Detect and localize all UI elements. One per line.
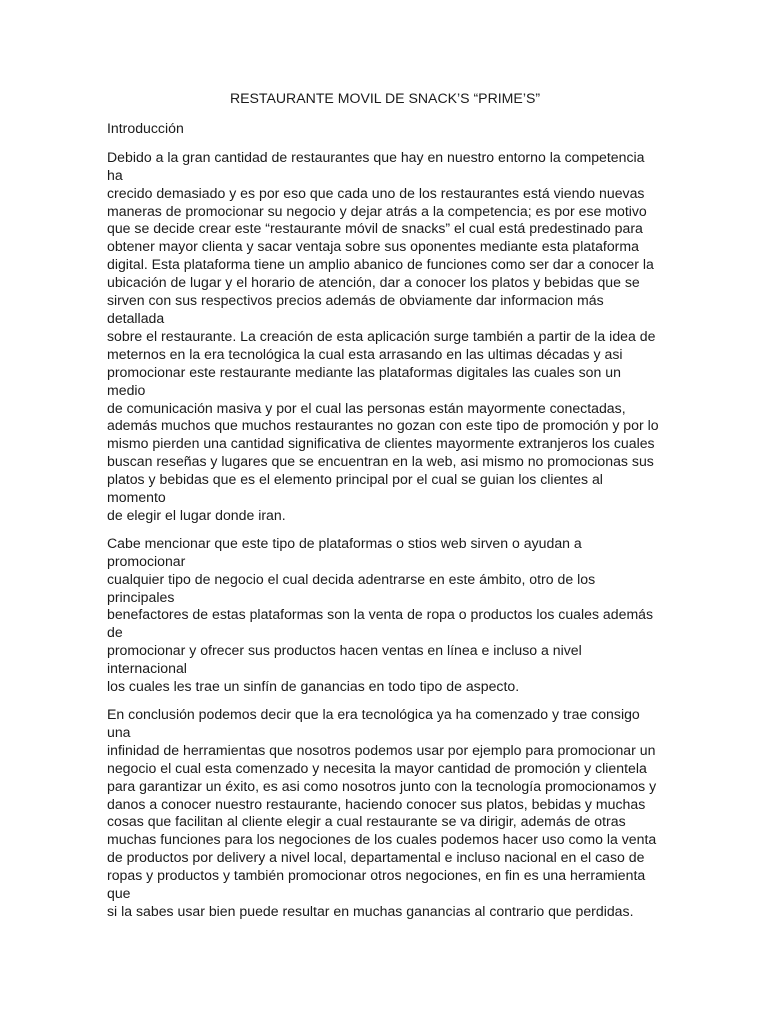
document-page <box>107 90 663 931</box>
paragraph-platforms: Cabe mencionar que este tipo de plataformas o stios web sirven o ayudan a promocionar cualquier tipo de negocio el cual decida adentrarse en este ámbito, otro de los principales benefactores de estas plataformas son la venta de ropa o productos los cuales además de promocionar y ofrecer sus productos hacen ventas en línea e incluso a nivel internacional los cuales les trae un sinfín de ganancias en todo tipo de aspecto. <box>107 534 654 695</box>
section-heading: Introducción <box>107 119 184 136</box>
paragraph-conclusion: En conclusión podemos decir que la era tecnológica ya ha comenzado y trae consigo una infinidad de herramientas que nosotros podemos usar por ejemplo para promocionar un negocio el cual esta comenzado y necesita la mayor cantidad de promoción y clientela para garantizar un éxito, es asi como nosotros junto con la tecnología promocionamos y danos a conocer nuestro restaurante, haciendo conocer sus platos, bebidas y muchas cosas que facilitan al cliente elegir a cual restaurante se va dirigir, además de otras muchas funciones para los negociones de los cuales podemos hacer uso como la venta de productos por delivery a nivel local, departamental e incluso nacional en el caso de ropas y productos y también promocionar otros negociones, en fin es una herramienta que si la sabes usar bien puede resultar en muchas ganancias al contrario que perdidas. <box>107 706 657 919</box>
document-title: RESTAURANTE MOVIL DE SNACK’S “PRIME’S” <box>229 90 541 106</box>
paragraph-intro: Debido a la gran cantidad de restaurantes que hay en nuestro entorno la competencia ha crecido demasiado y es por eso que cada uno de los restaurantes está viendo nuevas maneras de promocionar su negocio y dejar atrás a la competencia; es por ese motivo que se decide crear este “restaurante móvil de snacks” el cual está predestinado para obtener mayor clienta y sacar ventaja sobre sus oponentes mediante esta plataforma digital. Esta plataforma tiene un amplio abanico de funciones como ser dar a conocer la ubicación de lugar y el horario de atención, dar a conocer los platos y bebidas que se sirven con sus respectivos precios además de obviamente dar informacion más detallada sobre el restaurante. La creación de esta aplicación surge también a partir de la idea de meternos en la era tecnológica la cual esta arrasando en las ultimas décadas y asi promocionar este restaurante mediante las plataformas digitales las cuales son un medio de comunicación masiva y por el cual las personas están mayormente conectadas, además muchos que muchos restaurantes no gozan con este tipo de promoción y por lo mismo pierden una cantidad significativa de clientes mayormente extranjeros los cuales buscan reseñas y lugares que se encuentran en la web, asi mismo no promocionas sus platos y bebidas que es el elemento principal por el cual se guian los clientes al momento de elegir el lugar donde iran. <box>107 148 659 523</box>
